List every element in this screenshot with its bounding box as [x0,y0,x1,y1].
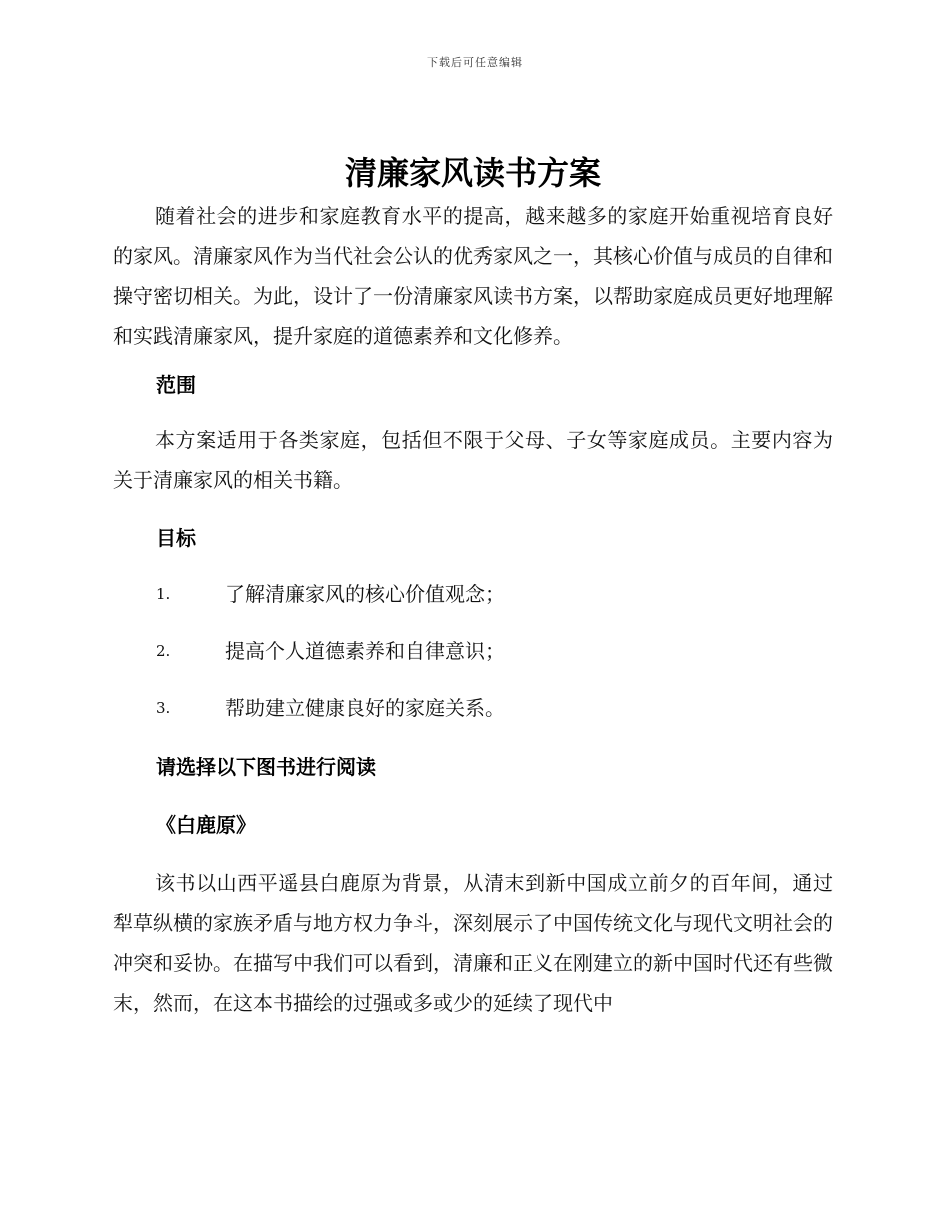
scope-paragraph: 本方案适用于各类家庭，包括但不限于父母、子女等家庭成员。主要内容为关于清廉家风的相关书籍。 [113,428,833,492]
goal-item [113,690,833,747]
goal-text: 提高个人道德素养和自律意识； [225,639,505,663]
document-body [113,150,833,1023]
goal-number: 1. [156,585,171,603]
goals-list [113,576,833,747]
scope-heading: 范围 [156,373,196,397]
goal-text: 帮助建立健康良好的家庭关系。 [225,696,505,720]
goal-item [113,576,833,633]
goal-text: 了解清廉家风的核心价值观念； [225,582,505,606]
book-description: 该书以山西平遥县白鹿原为背景，从清末到新中国成立前夕的百年间，通过犁草纵横的家族矛盾与地方权力争斗，深刻展示了中国传统文化与现代文明社会的冲突和妥协。在描写中我们可以看到，清廉和正义在刚建立的新中国时代还有些微末，然而，在这本书描绘的过强或多或少的延续了现代中 [113,871,833,1015]
goal-number: 3. [156,699,171,717]
document-title: 清廉家风读书方案 [344,154,601,192]
reading-heading: 请选择以下图书进行阅读 [156,755,376,779]
intro-paragraph: 随着社会的进步和家庭教育水平的提高，越来越多的家庭开始重视培育良好的家风。清廉家风作为当代社会公认的优秀家风之一，其核心价值与成员的自律和操守密切相关。为此，设计了一份清廉家风读书方案，以帮助家庭成员更好地理解和实践清廉家风，提升家庭的道德素养和文化修养。 [113,204,833,348]
goal-number: 2. [156,642,171,660]
book-title: 《白鹿原》 [156,813,256,837]
page-header-note: 下载后可任意编辑 [427,56,523,69]
goals-heading: 目标 [156,526,196,550]
goal-item [113,633,833,690]
